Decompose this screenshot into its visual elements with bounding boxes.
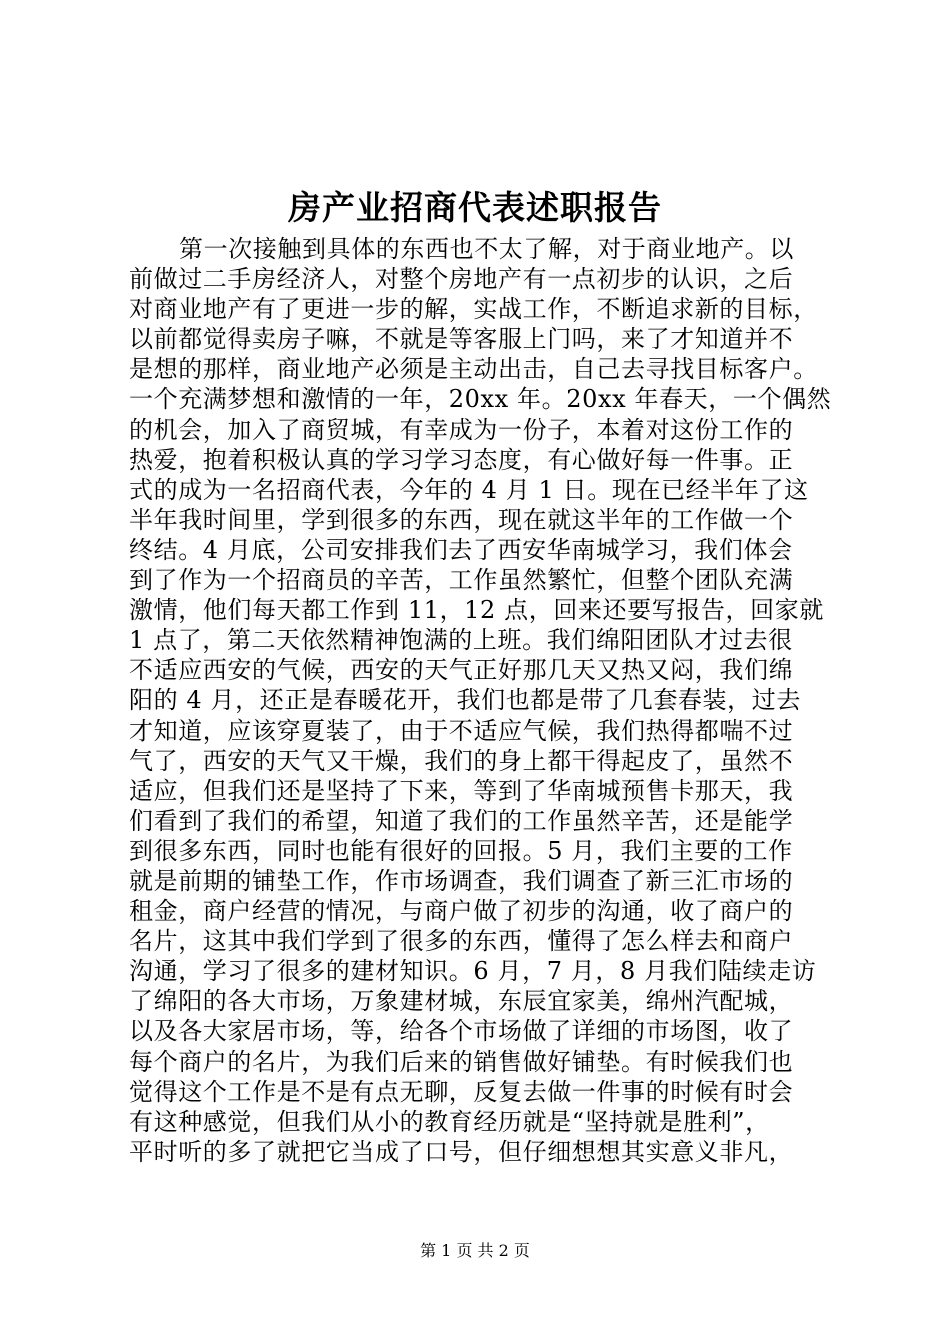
body-line: 的机会，加入了商贸城，有幸成为一份子，本着对这份工作的	[129, 415, 794, 444]
body-line: 终结。4 月底，公司安排我们去了西安华南城学习，我们体会	[129, 535, 793, 564]
body-line: 前做过二手房经济人，对整个房地产有一点初步的认识，之后	[129, 265, 794, 294]
body-line: 有这种感觉，但我们从小的教育经历就是“坚持就是胜利”，	[129, 1107, 770, 1136]
document-title: 房产业招商代表述职报告	[288, 188, 662, 227]
body-line: 了绵阳的各大市场，万象建材城，东辰宜家美，绵州汽配城，	[129, 987, 794, 1016]
document-body	[129, 234, 832, 1167]
body-line: 不适应西安的气候，西安的天气正好那几天又热又闷，我们绵	[129, 656, 794, 685]
body-line: 到了作为一个招商员的辛苦，工作虽然繁忙，但整个团队充满	[129, 566, 794, 595]
body-line: 租金，商户经营的情况，与商户做了初步的沟通，收了商户的	[129, 897, 794, 926]
body-line: 阳的 4 月，还正是春暖花开，我们也都是带了几套春装，过去	[129, 686, 801, 715]
body-line: 名片，这其中我们学到了很多的东西，懂得了怎么样去和商户	[129, 927, 794, 956]
body-line: 觉得这个工作是不是有点无聊，反复去做一件事的时候有时会	[129, 1077, 794, 1106]
body-line: 沟通，学习了很多的建材知识。6 月，7 月，8 月我们陆续走访	[129, 957, 817, 986]
page-footer	[0, 1240, 950, 1262]
body-line: 半年我时间里，学到很多的东西，现在就这半年的工作做一个	[129, 505, 794, 534]
body-line: 就是前期的铺垫工作，作市场调查，我们调查了新三汇市场的	[129, 866, 794, 895]
body-line: 适应，但我们还是坚持了下来，等到了华南城预售卡那天，我	[129, 776, 794, 805]
page-number: 第 1 页 共 2 页	[420, 1241, 530, 1260]
body-line: 对商业地产有了更进一步的解，实战工作，不断追求新的目标，	[129, 295, 818, 324]
body-line: 平时听的多了就把它当成了口号，但仔细想想其实意义非凡，	[129, 1137, 794, 1166]
body-line: 到很多东西，同时也能有很好的回报。5 月，我们主要的工作	[129, 836, 793, 865]
body-line: 式的成为一名招商代表，今年的 4 月 1 日。现在已经半年了这	[129, 475, 809, 504]
body-line: 热爱，抱着积极认真的学习学习态度，有心做好每一件事。正	[129, 445, 794, 474]
body-line: 是想的那样，商业地产必须是主动出击，自己去寻找目标客户。	[129, 355, 818, 384]
body-line: 以及各大家居市场，等，给各个市场做了详细的市场图，收了	[129, 1017, 794, 1046]
body-line: 一个充满梦想和激情的一年，20xx 年。20xx 年春天，一个偶然	[129, 385, 832, 414]
body-line: 们看到了我们的希望，知道了我们的工作虽然辛苦，还是能学	[129, 806, 794, 835]
body-line: 以前都觉得卖房子嘛，不就是等客服上门吗，来了才知道并不	[129, 325, 794, 354]
body-line: 1 点了，第二天依然精神饱满的上班。我们绵阳团队才过去很	[129, 626, 793, 655]
body-line: 气了，西安的天气又干燥，我们的身上都干得起皮了，虽然不	[129, 746, 794, 775]
body-line: 激情，他们每天都工作到 11，12 点，回来还要写报告，回家就	[129, 596, 824, 625]
body-line: 每个商户的名片，为我们后来的销售做好铺垫。有时候我们也	[129, 1047, 794, 1076]
body-line: 第一次接触到具体的东西也不太了解，对于商业地产。以	[179, 235, 794, 263]
body-line: 才知道，应该穿夏装了，由于不适应气候，我们热得都喘不过	[129, 716, 794, 745]
